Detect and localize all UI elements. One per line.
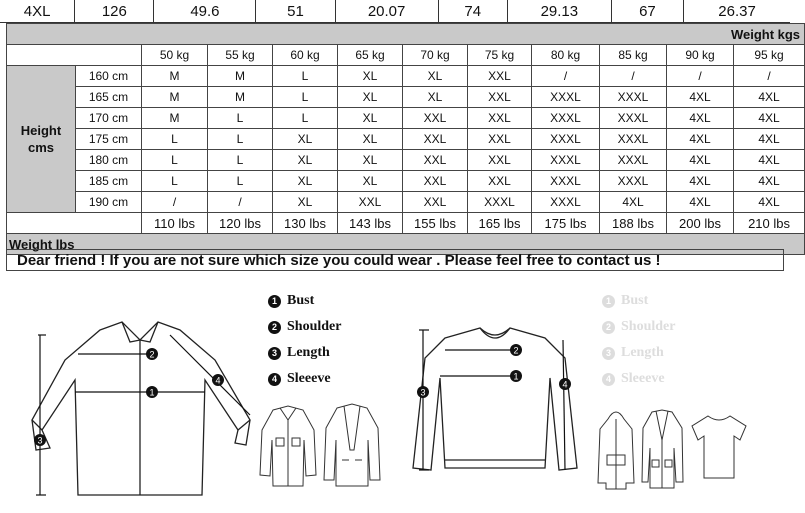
kg-cell: 90 kg [667,45,734,66]
tshirt-icon [688,412,750,482]
height-cell: 185 cm [76,171,142,192]
weight-lbs-header: Weight lbs [7,234,805,255]
svg-text:3: 3 [37,435,43,446]
top-cell: 126 [75,0,154,22]
top-cell: 26.37 [718,2,756,20]
lbs-cell: 188 lbs [600,213,667,234]
sweater-measurement-diagram [405,318,585,478]
hoodie-icon [596,405,636,490]
size-cell: XL [273,129,338,150]
size-cell: L [208,108,273,129]
legend-label: Sleeeve [287,371,331,386]
size-cell: XXXL [532,108,600,129]
size-cell: XXXL [532,171,600,192]
kg-cell: 65 kg [338,45,403,66]
size-cell: 4XL [734,192,805,213]
number-4-icon: 4 [268,373,281,386]
lbs-cell: 200 lbs [667,213,734,234]
marker-3-icon [417,386,429,398]
size-cell: XXL [403,171,468,192]
size-cell: M [142,87,208,108]
size-cell: XXL [403,129,468,150]
size-cell: XL [403,87,468,108]
size-cell: 4XL [667,192,734,213]
number-2-icon: 2 [268,321,281,334]
lbs-cell: 110 lbs [142,213,208,234]
top-cell: 51 [256,0,335,22]
marker-4-icon [212,374,224,386]
table-row [7,108,805,129]
size-cell: XXXL [532,192,600,213]
contact-note: Dear friend ! If you are not sure which size you could wear . Please feel free to contact us ! [6,249,784,271]
lbs-cell: 143 lbs [338,213,403,234]
legend-item [602,288,675,314]
size-cell: XXL [468,108,532,129]
size-cell: XXL [468,87,532,108]
height-cell: 160 cm [76,66,142,87]
size-cell: L [273,87,338,108]
size-cell: XL [338,129,403,150]
height-cell: 170 cm [76,108,142,129]
top-cell: 49.6 [154,0,256,22]
legend-item [268,340,341,366]
number-2-icon: 2 [602,321,615,334]
table-row [7,171,805,192]
size-cell: 4XL [667,129,734,150]
lbs-cell: 155 lbs [403,213,468,234]
blazer-icon [322,400,382,490]
number-3-icon: 3 [602,347,615,360]
size-cell: XXXL [600,87,667,108]
size-cell: / [667,66,734,87]
marker-1-icon [510,370,522,382]
measurement-legend [268,288,341,392]
size-cell: L [142,171,208,192]
marker-2-icon [510,344,522,356]
height-label: Height [20,123,62,138]
size-cell: XXL [338,192,403,213]
size-cell: XL [403,66,468,87]
empty-cell [7,45,142,66]
size-cell: 4XL [734,171,805,192]
marker-3-icon [34,434,46,446]
size-cell: XXL [403,108,468,129]
height-unit-label: cms [27,140,55,155]
size-cell: XXXL [600,171,667,192]
size-cell: XL [338,150,403,171]
lbs-cell: 130 lbs [273,213,338,234]
svg-text:4: 4 [562,379,568,390]
number-1-icon: 1 [268,295,281,308]
size-cell: / [142,192,208,213]
table-row [7,66,805,87]
height-label-cell [7,66,76,213]
legend-label: Sleeeve [621,371,665,386]
legend-label: Length [287,345,330,360]
size-cell: 4XL [734,129,805,150]
table-row [7,87,805,108]
number-4-icon: 4 [602,373,615,386]
svg-text:3: 3 [420,387,426,398]
legend-label: Bust [287,293,315,308]
legend-item [602,340,675,366]
size-cell: 4XL [734,108,805,129]
size-cell: L [142,129,208,150]
top-cell: 29.13 [508,0,612,22]
height-cell: 175 cm [76,129,142,150]
jacket-icon [258,400,318,490]
size-cell: XXXL [532,129,600,150]
svg-text:2: 2 [149,349,155,360]
size-cell: XXXL [532,87,600,108]
legend-item [268,314,341,340]
size-cell: XXL [403,150,468,171]
size-cell: 4XL [667,108,734,129]
faded-legend [602,288,675,392]
lbs-row [7,213,805,234]
top-cell: 74 [439,0,508,22]
size-cell: L [273,108,338,129]
size-cell: 4XL [734,87,805,108]
size-cell: XXL [403,192,468,213]
kg-cell: 50 kg [142,45,208,66]
size-cell: XXXL [468,192,532,213]
size-cell: XXL [468,66,532,87]
size-cell: L [142,150,208,171]
size-cell: XL [338,171,403,192]
size-cell: L [208,171,273,192]
size-cell: 4XL [667,171,734,192]
table-row [7,129,805,150]
size-chart-table [6,23,805,255]
kg-cell: 80 kg [532,45,600,66]
legend-item [602,366,675,392]
weight-kgs-header: Weight kgs [7,24,805,45]
shirt-measurement-diagram [30,300,260,510]
svg-text:1: 1 [149,387,155,398]
size-cell: XXXL [600,150,667,171]
height-cell: 190 cm [76,192,142,213]
top-measurement-row [0,0,790,23]
size-cell: XL [338,87,403,108]
size-cell: XXL [468,129,532,150]
size-cell: M [208,87,273,108]
size-cell: XXXL [532,150,600,171]
kg-cell: 60 kg [273,45,338,66]
size-cell: / [532,66,600,87]
size-cell: M [208,66,273,87]
size-cell: XL [338,108,403,129]
lbs-cell: 210 lbs [734,213,805,234]
legend-item [268,366,341,392]
size-cell: 4XL [667,87,734,108]
size-cell: L [208,129,273,150]
size-cell: / [208,192,273,213]
svg-text:2: 2 [513,345,519,356]
kg-row [7,45,805,66]
size-cell: / [734,66,805,87]
size-cell: XXL [468,150,532,171]
size-cell: XXL [468,171,532,192]
legend-label: Length [621,345,664,360]
size-cell: XXXL [600,108,667,129]
legend-label: Shoulder [621,319,676,334]
size-cell: XL [273,192,338,213]
height-cell: 180 cm [76,150,142,171]
size-cell: XL [273,171,338,192]
svg-text:1: 1 [513,371,519,382]
marker-4-icon [559,378,571,390]
svg-text:4: 4 [215,375,221,386]
number-3-icon: 3 [268,347,281,360]
height-cell: 165 cm [76,87,142,108]
legend-label: Shoulder [287,319,342,334]
size-cell: XL [273,150,338,171]
size-cell: M [142,108,208,129]
size-cell: L [208,150,273,171]
kg-cell: 75 kg [468,45,532,66]
size-cell: M [142,66,208,87]
size-cell: 4XL [600,192,667,213]
legend-item [602,314,675,340]
table-row [7,150,805,171]
size-cell: / [600,66,667,87]
size-cell: L [273,66,338,87]
marker-2-icon [146,348,158,360]
legend-label: Bust [621,293,649,308]
cardigan-icon [640,408,685,490]
lbs-cell: 165 lbs [468,213,532,234]
top-cell: 20.07 [336,0,439,22]
size-cell: XL [338,66,403,87]
size-cell: 4XL [734,150,805,171]
marker-1-icon [146,386,158,398]
lbs-cell: 120 lbs [208,213,273,234]
kg-cell: 70 kg [403,45,468,66]
kg-cell: 85 kg [600,45,667,66]
kg-cell: 95 kg [734,45,805,66]
legend-item [268,288,341,314]
lbs-cell: 175 lbs [532,213,600,234]
number-1-icon: 1 [602,295,615,308]
table-row [7,192,805,213]
kg-cell: 55 kg [208,45,273,66]
size-cell: XXXL [600,129,667,150]
empty-cell [7,213,142,234]
size-cell: 4XL [667,150,734,171]
top-cell: 4XL [0,0,75,22]
top-cell: 67 [612,0,684,22]
